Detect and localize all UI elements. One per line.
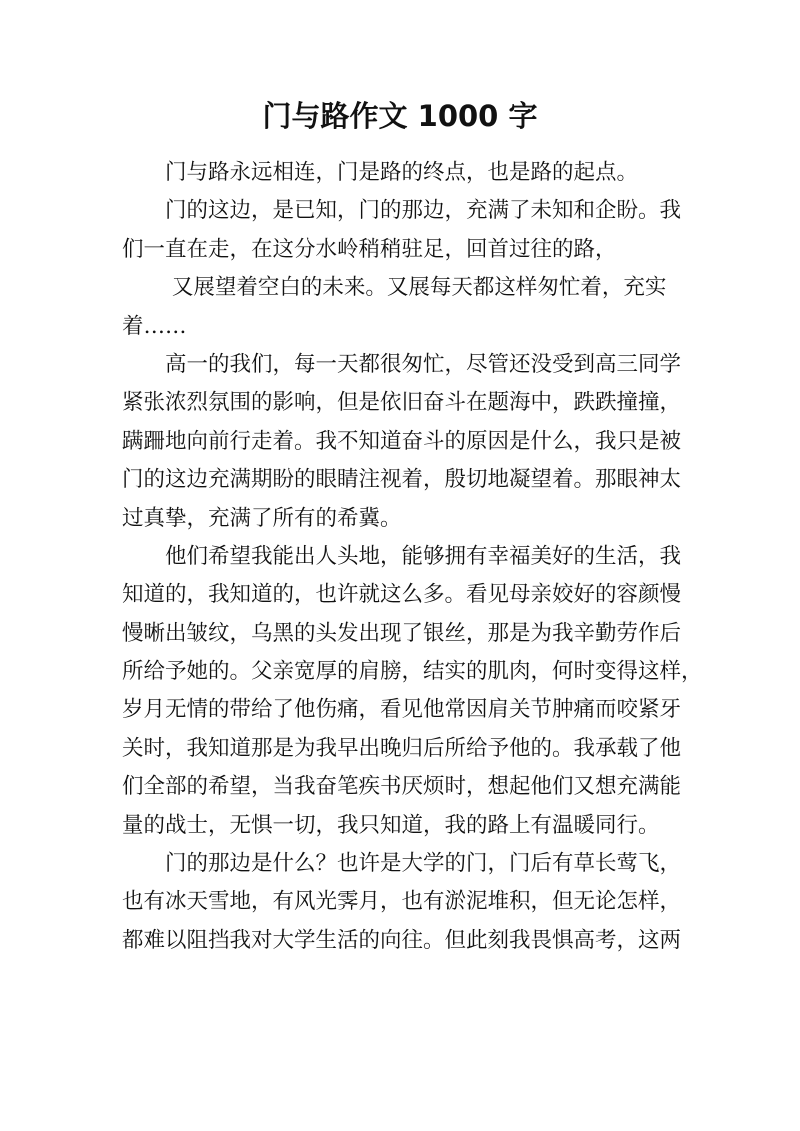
text-line: 紧张浓烈氛围的影响，但是依旧奋斗在题海中，跌跌撞撞， xyxy=(122,390,682,416)
text-line: 门的这边充满期盼的眼睛注视着，殷切地凝望着。那眼神太 xyxy=(122,467,682,493)
text-line: 门的那边是什么？也许是大学的门，门后有草长莺飞， xyxy=(122,851,682,877)
text-line: 高一的我们，每一天都很匆忙，尽管还没受到高三同学 xyxy=(122,351,682,377)
text-line: 们全部的希望，当我奋笔疾书厌烦时，想起他们又想充满能 xyxy=(122,774,682,800)
text-line: 知道的，我知道的，也许就这么多。看见母亲姣好的容颜慢 xyxy=(122,582,682,608)
text-line: 岁月无情的带给了他伤痛，看见他常因肩关节肿痛而咬紧牙 xyxy=(122,697,682,723)
text-line: 也有冰天雪地，有风光霁月，也有淤泥堆积，但无论怎样， xyxy=(122,889,682,915)
text-line: 量的战士，无惧一切，我只知道，我的路上有温暖同行。 xyxy=(122,812,660,838)
text-line: 门的这边，是已知，门的那边，充满了未知和企盼。我 xyxy=(122,198,682,224)
document-body xyxy=(122,154,703,960)
text-line: 门与路永远相连，门是路的终点，也是路的起点。 xyxy=(122,160,639,185)
text-line: 们一直在走，在这分水岭稍稍驻足，回首过往的路， xyxy=(122,236,617,262)
text-line: 过真挚，充满了所有的希冀。 xyxy=(122,505,402,531)
text-line: 都难以阻挡我对大学生活的向往。但此刻我畏惧高考，这两 xyxy=(122,927,682,953)
text-line: 关时，我知道那是为我早出晚归后所给予他的。我承载了他 xyxy=(122,735,682,761)
document-title: 门与路作文 1000 字 xyxy=(262,99,538,133)
text-line: 所给予她的。父亲宽厚的肩膀，结实的肌肉，何时变得这样， xyxy=(122,659,703,685)
text-line: 着…… xyxy=(122,313,187,339)
text-line: 慢晰出皱纹，乌黑的头发出现了银丝，那是为我辛勤劳作后 xyxy=(122,620,682,646)
text-line: 他们希望我能出人头地，能够拥有幸福美好的生活，我 xyxy=(122,543,682,569)
text-line: 又展望着空白的未来。又展每天都这样匆忙着，充实 xyxy=(122,275,667,301)
text-line: 蹒跚地向前行走着。我不知道奋斗的原因是什么，我只是被 xyxy=(122,428,682,454)
